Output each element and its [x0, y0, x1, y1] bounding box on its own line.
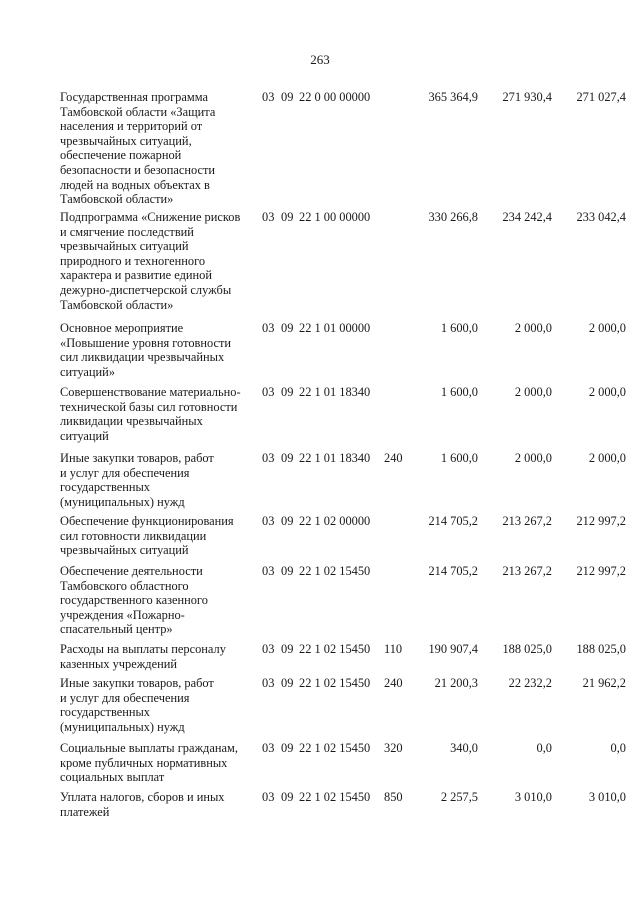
target-article-code: 22 1 00 00000 — [299, 210, 371, 224]
amount-year-1: 1 600,0 — [440, 451, 478, 465]
amount-year-3: 2 000,0 — [588, 385, 626, 399]
expense-type-code: 850 — [384, 790, 403, 804]
row-name: Государственная программа Тамбовской области «Защита населения и территорий от чрезвычайных ситуаций, обеспечение пожарной безопасности и безопасности людей на водных объектах в Тамбовской области» — [60, 90, 216, 207]
amount-year-3: 212 997,2 — [576, 564, 626, 578]
section-code: 03 — [262, 514, 275, 528]
amount-year-1: 214 705,2 — [428, 564, 478, 578]
amount-year-1: 1 600,0 — [440, 385, 478, 399]
amount-year-1: 2 257,5 — [440, 790, 478, 804]
target-article-code: 22 1 01 18340 — [299, 385, 371, 399]
target-article-code: 22 1 02 15450 — [299, 564, 371, 578]
target-article-code: 22 1 01 18340 — [299, 451, 371, 465]
amount-year-2: 22 232,2 — [508, 676, 552, 690]
section-code: 03 — [262, 90, 275, 104]
expense-type-code: 320 — [384, 741, 403, 755]
section-code: 03 — [262, 790, 275, 804]
target-article-code: 22 0 00 00000 — [299, 90, 371, 104]
expense-type-code: 110 — [384, 642, 403, 656]
section-code: 03 — [262, 385, 275, 399]
subsection-code: 09 — [281, 321, 294, 335]
amount-year-3: 188 025,0 — [576, 642, 626, 656]
amount-year-2: 234 242,4 — [502, 210, 552, 224]
amount-year-3: 3 010,0 — [588, 790, 626, 804]
target-article-code: 22 1 02 15450 — [299, 741, 371, 755]
subsection-code: 09 — [281, 741, 294, 755]
target-article-code: 22 1 02 15450 — [299, 790, 371, 804]
row-name: Расходы на выплаты персоналу казенных учреждений — [60, 642, 226, 671]
amount-year-3: 21 962,2 — [582, 676, 626, 690]
amount-year-3: 212 997,2 — [576, 514, 626, 528]
subsection-code: 09 — [281, 514, 294, 528]
subsection-code: 09 — [281, 676, 294, 690]
amount-year-3: 271 027,4 — [576, 90, 626, 104]
expense-type-code: 240 — [384, 676, 403, 690]
target-article-code: 22 1 02 15450 — [299, 642, 371, 656]
amount-year-3: 2 000,0 — [588, 451, 626, 465]
row-name: Подпрограмма «Снижение рисков и смягчение последствий чрезвычайных ситуаций природного и техногенного характера и развитие единой дежурно-диспетчерской службы Тамбовской области» — [60, 210, 241, 312]
row-name: Обеспечение деятельности Тамбовского областного государственного казенного учреждения «Пожарно- спасательный центр» — [60, 564, 208, 637]
row-name: Социальные выплаты гражданам, кроме публичных нормативных социальных выплат — [60, 741, 238, 785]
row-name: Иные закупки товаров, работ и услуг для обеспечения государственных (муниципальных) нужд — [60, 451, 214, 509]
subsection-code: 09 — [281, 642, 294, 656]
amount-year-1: 214 705,2 — [428, 514, 478, 528]
amount-year-2: 271 930,4 — [502, 90, 552, 104]
amount-year-2: 2 000,0 — [514, 451, 552, 465]
section-code: 03 — [262, 676, 275, 690]
amount-year-3: 233 042,4 — [576, 210, 626, 224]
row-name: Обеспечение функционирования сил готовности ликвидации чрезвычайных ситуаций — [60, 514, 234, 558]
target-article-code: 22 1 02 15450 — [299, 676, 371, 690]
amount-year-1: 1 600,0 — [440, 321, 478, 335]
target-article-code: 22 1 02 00000 — [299, 514, 371, 528]
amount-year-2: 213 267,2 — [502, 564, 552, 578]
section-code: 03 — [262, 321, 275, 335]
amount-year-1: 190 907,4 — [428, 642, 478, 656]
row-name: Совершенствование материально- технической базы сил готовности ликвидации чрезвычайных ситуаций — [60, 385, 241, 443]
amount-year-2: 213 267,2 — [502, 514, 552, 528]
amount-year-2: 0,0 — [536, 741, 552, 755]
row-name: Уплата налогов, сборов и иных платежей — [60, 790, 225, 819]
subsection-code: 09 — [281, 564, 294, 578]
amount-year-1: 330 266,8 — [428, 210, 478, 224]
row-name: Основное мероприятие «Повышение уровня готовности сил ликвидации чрезвычайных ситуаций» — [60, 321, 232, 379]
subsection-code: 09 — [281, 90, 294, 104]
row-name: Иные закупки товаров, работ и услуг для обеспечения государственных (муниципальных) нужд — [60, 676, 214, 734]
page-number: 263 — [310, 52, 330, 67]
section-code: 03 — [262, 451, 275, 465]
amount-year-2: 2 000,0 — [514, 321, 552, 335]
section-code: 03 — [262, 642, 275, 656]
expense-type-code: 240 — [384, 451, 403, 465]
amount-year-1: 340,0 — [450, 741, 478, 755]
subsection-code: 09 — [281, 451, 294, 465]
section-code: 03 — [262, 741, 275, 755]
amount-year-2: 188 025,0 — [502, 642, 552, 656]
subsection-code: 09 — [281, 210, 294, 224]
amount-year-2: 2 000,0 — [514, 385, 552, 399]
amount-year-3: 2 000,0 — [588, 321, 626, 335]
section-code: 03 — [262, 564, 275, 578]
subsection-code: 09 — [281, 385, 294, 399]
amount-year-2: 3 010,0 — [514, 790, 552, 804]
amount-year-3: 0,0 — [610, 741, 626, 755]
subsection-code: 09 — [281, 790, 294, 804]
section-code: 03 — [262, 210, 275, 224]
amount-year-1: 21 200,3 — [434, 676, 478, 690]
target-article-code: 22 1 01 00000 — [299, 321, 371, 335]
amount-year-1: 365 364,9 — [428, 90, 478, 104]
